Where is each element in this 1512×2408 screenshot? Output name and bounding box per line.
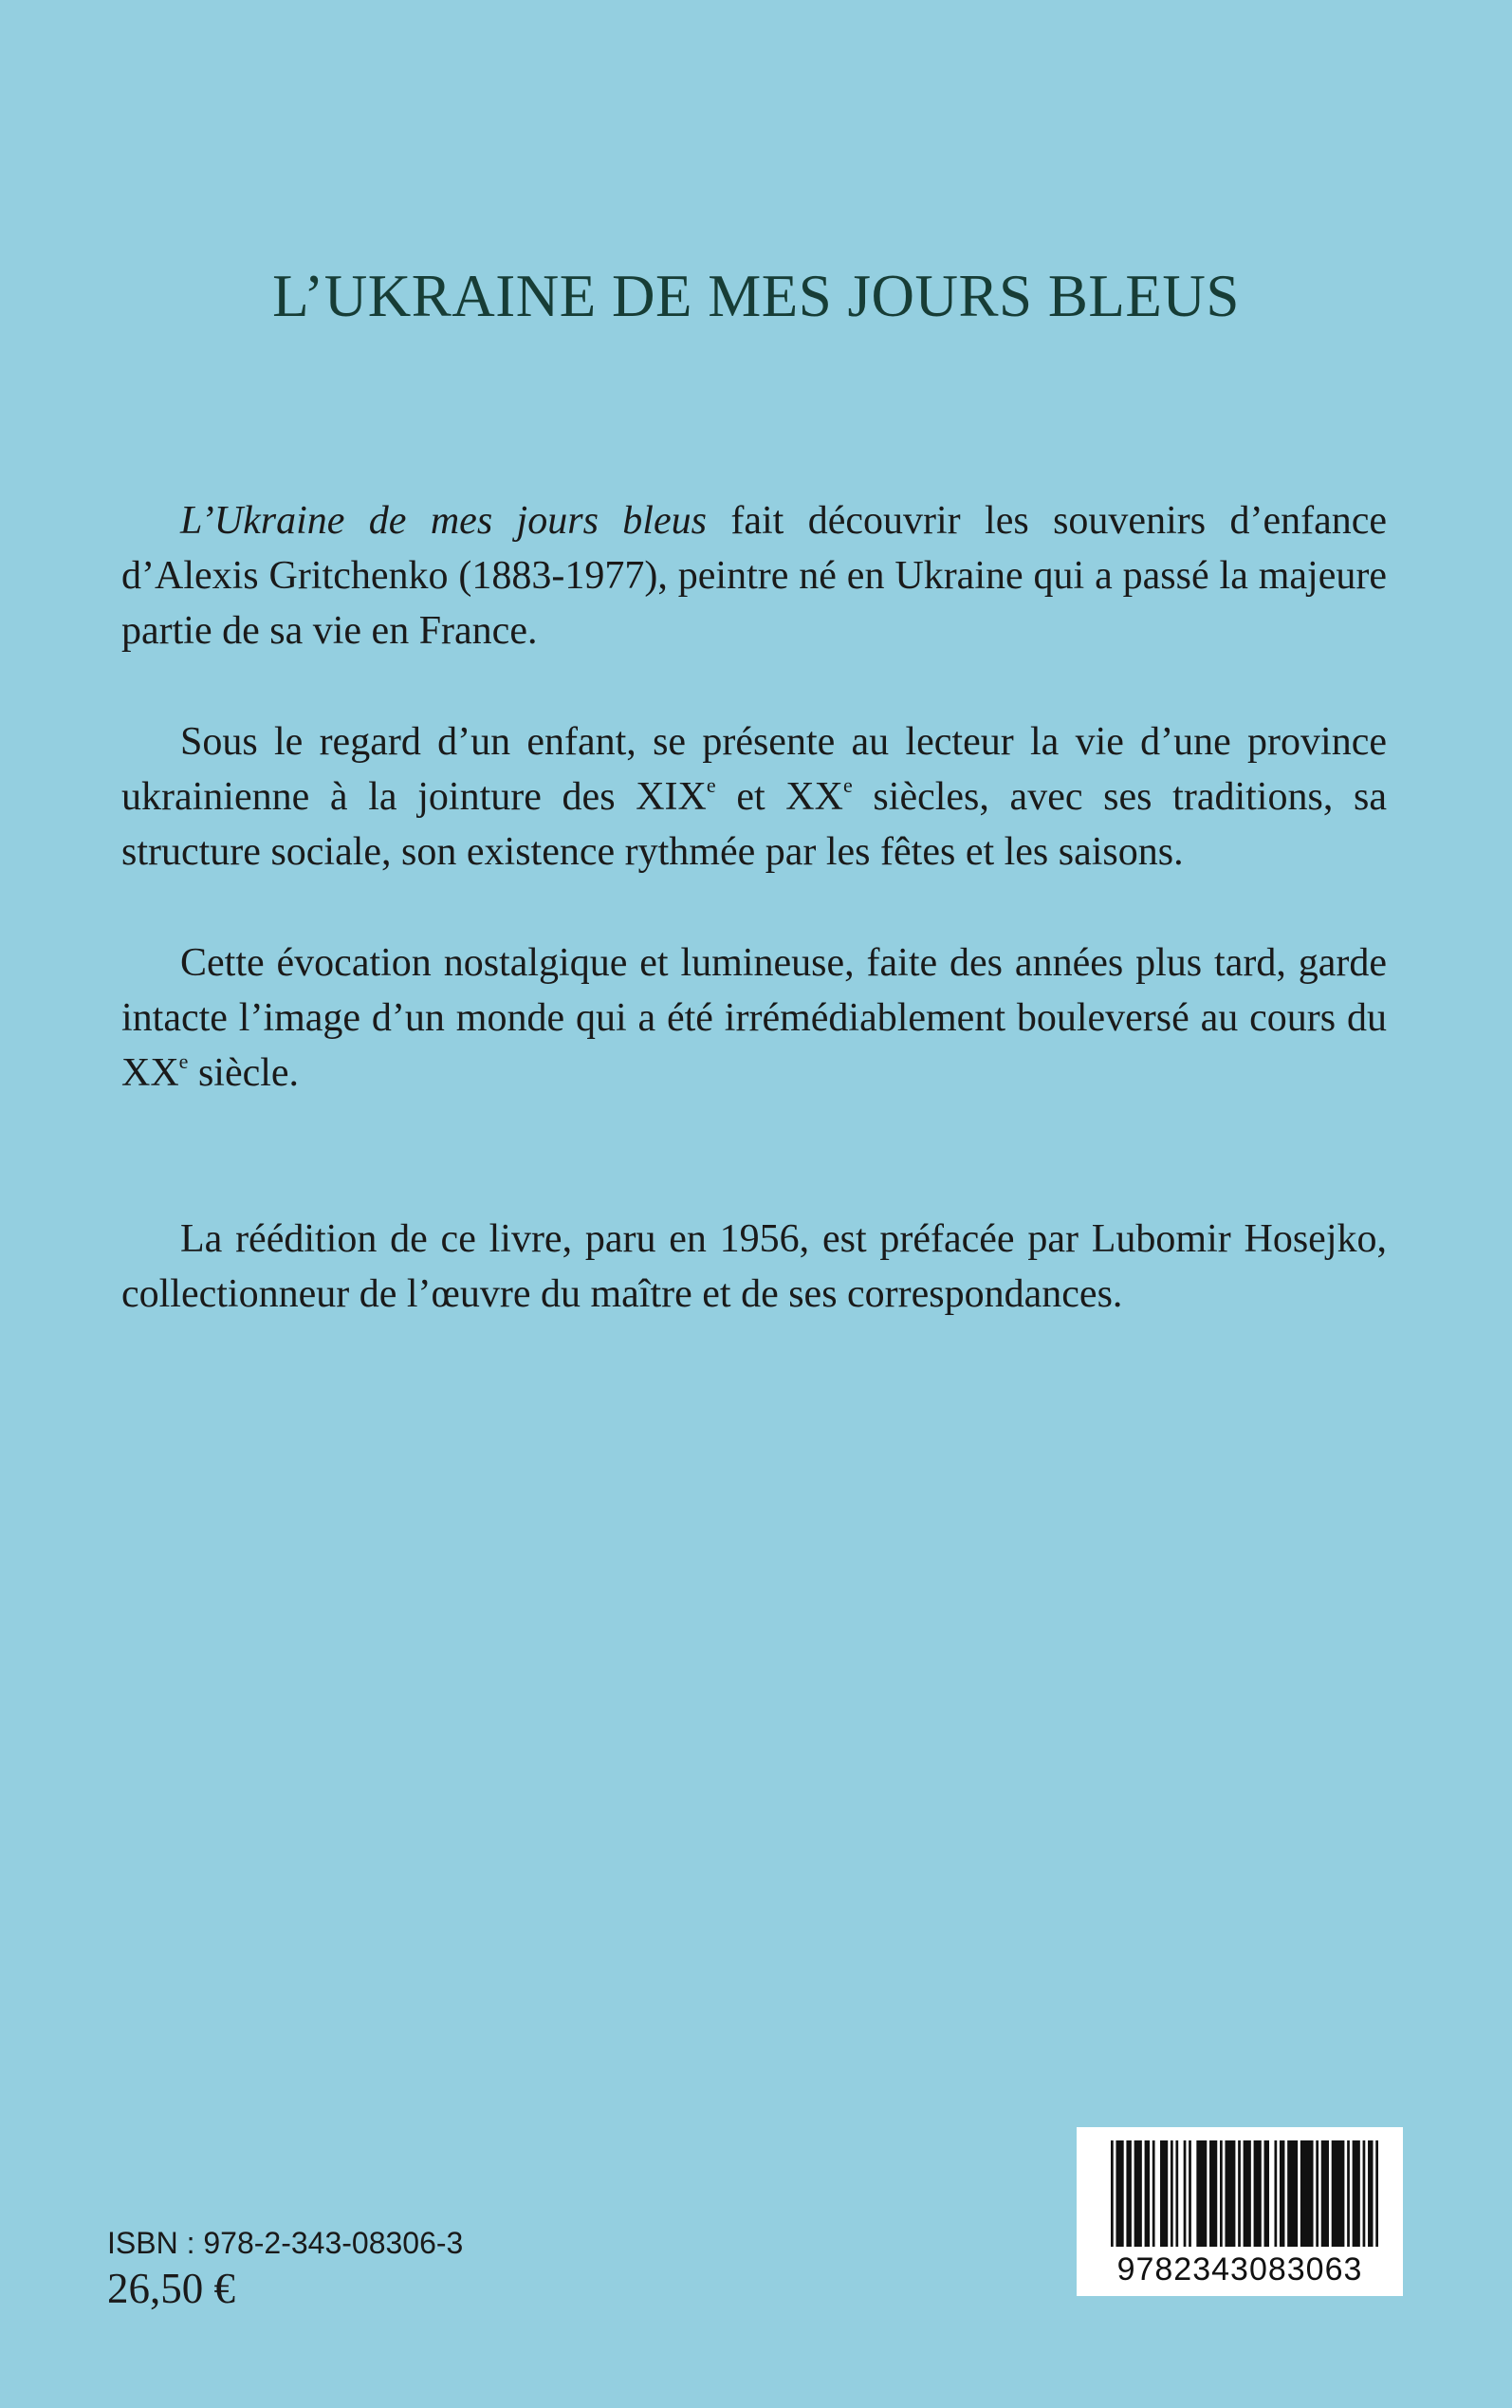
paragraph-2-part-3: siècles, avec ses traditions, sa structure sociale, son existence rythmée par les fêtes et les saisons.: [121, 775, 1387, 874]
barcode-bar: [1353, 2140, 1360, 2247]
paragraph-3-part-1: Cette évocation nostalgique et lumineuse, faite des années plus tard, garde intacte l’image d’un monde qui a été irrémédiablement bouleversé au cours du XX: [121, 941, 1387, 1095]
barcode-bar: [1264, 2140, 1269, 2247]
barcode-bar: [1368, 2140, 1373, 2247]
barcode-bar: [1316, 2140, 1318, 2247]
paragraph-1-text: fait découvrir les souvenirs d’enfance d’Alexis Gritchenko (1883-1977), peintre né en Ukraine qui a passé la majeure partie de sa vie en France.: [121, 499, 1388, 653]
barcode-bar: [1196, 2140, 1207, 2247]
barcode-bar: [1152, 2140, 1155, 2247]
barcode-bar: [1244, 2140, 1251, 2247]
barcode-bar: [1321, 2140, 1329, 2247]
barcode-bar: [1116, 2140, 1123, 2247]
barcode-bar: [1274, 2140, 1277, 2247]
description-paragraph-4: La réédition de ce livre, paru en 1956, est préfacée par Lubomir Hosejko, collectionneur de l’œuvre du maître et de ses correspondances.: [121, 1217, 1387, 1316]
barcode-bar: [1160, 2140, 1168, 2247]
paragraph-3-part-2: siècle.: [188, 1051, 300, 1095]
barcode-bar: [1363, 2140, 1366, 2247]
description-paragraph-2: [121, 714, 1387, 880]
barcode-bar: [1225, 2140, 1235, 2247]
italic-book-title: L’Ukraine de mes jours bleus: [180, 499, 707, 543]
isbn-label: ISBN : 978-2-343-08306-3: [107, 2226, 464, 2260]
barcode-bar: [1287, 2140, 1298, 2247]
barcode-bar: [1209, 2140, 1217, 2247]
century-superscript: e: [178, 1049, 189, 1073]
barcode-bar: [1134, 2140, 1142, 2247]
barcode-bar: [1332, 2140, 1345, 2247]
barcode-bar: [1254, 2140, 1262, 2247]
barcode-bar: [1375, 2140, 1378, 2247]
barcode-bar: [1171, 2140, 1173, 2247]
barcode-bar: [1347, 2140, 1350, 2247]
price-label: 26,50 €: [107, 2265, 235, 2312]
century-superscript: e: [706, 773, 716, 797]
barcode-bar: [1189, 2140, 1191, 2247]
barcode-bar: [1300, 2140, 1314, 2247]
century-superscript: e: [842, 773, 853, 797]
barcode-bar: [1145, 2140, 1150, 2247]
barcode-bar: [1184, 2140, 1187, 2247]
barcode-bar: [1220, 2140, 1223, 2247]
barcode-bar: [1126, 2140, 1131, 2247]
barcode-bar: [1280, 2140, 1284, 2247]
barcode-bar: [1175, 2140, 1178, 2247]
paragraph-2-part-1: Sous le regard d’un enfant, se présente au lecteur la vie d’une province ukrainienne à la jointure des XIX: [121, 720, 1387, 819]
paragraph-2-part-2: et XX: [715, 775, 843, 819]
barcode-bar: [1111, 2140, 1114, 2247]
description-paragraph-3: [121, 935, 1387, 1101]
barcode-bar: [1238, 2140, 1241, 2247]
description-paragraph-1: [121, 493, 1387, 658]
barcode: [1077, 2127, 1403, 2296]
book-title: L’UKRAINE DE MES JOURS BLEUS: [272, 263, 1240, 330]
barcode-number: 9782343083063: [1116, 2251, 1363, 2288]
